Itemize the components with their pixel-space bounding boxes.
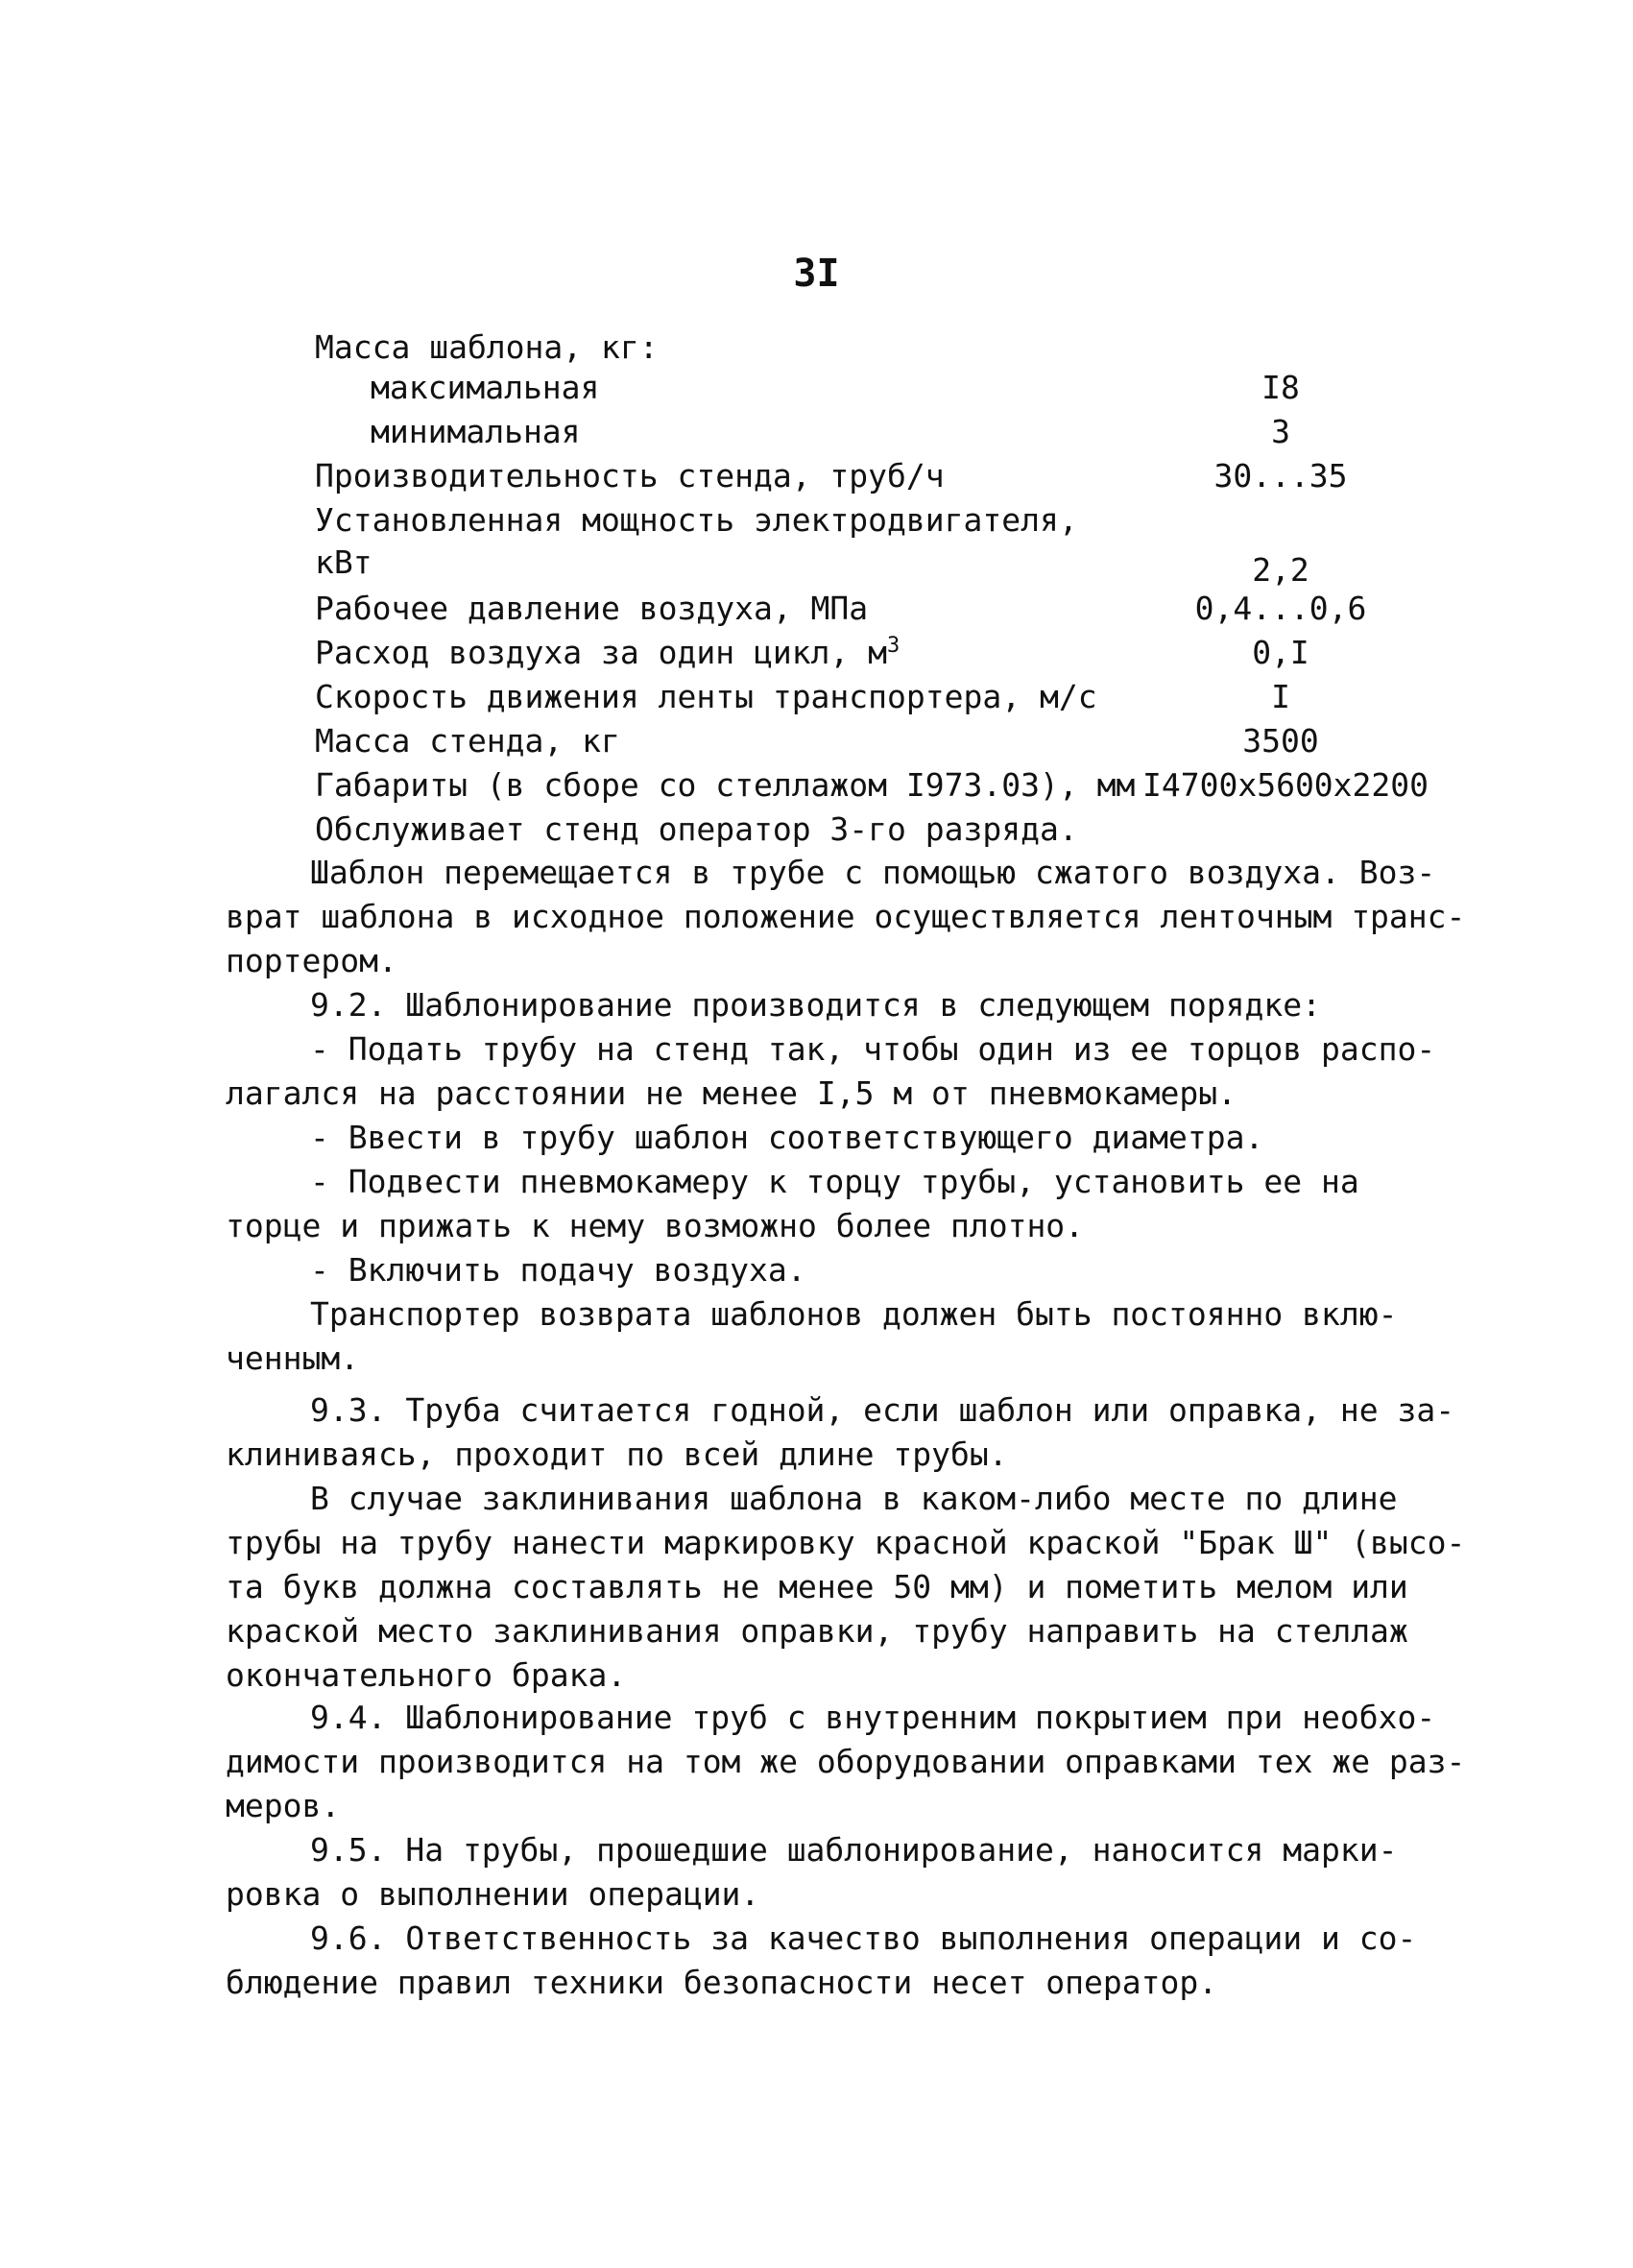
spec-value: 2,2 — [1252, 551, 1309, 589]
paragraph-9-4 — [226, 1696, 1466, 1828]
text-line: лагался на расстоянии не менее I,5 м от пневмокамеры. — [226, 1074, 1237, 1112]
spec-label: максимальная — [371, 369, 600, 406]
paragraph-step-1 — [226, 1027, 1436, 1116]
spec-label: Установленная мощность электродвигателя, — [315, 501, 1078, 539]
text-line: Транспортер возврата шаблонов должен быть постоянно вклю- — [310, 1295, 1398, 1333]
paragraph-step-4 — [226, 1248, 1416, 1292]
spec-value: I — [1271, 678, 1290, 715]
spec-value: 30...35 — [1213, 457, 1348, 495]
text-line: 9.5. На трубы, прошедшие шаблонирование, наносится марки- — [310, 1831, 1398, 1869]
spec-value: 3 — [1271, 413, 1290, 450]
paragraph-step-2 — [226, 1116, 1416, 1160]
spec-label — [315, 634, 900, 672]
text-line: 9.4. Шаблонирование труб с внутренним покрытием при необхо- — [310, 1699, 1436, 1736]
air-label-text: Расход воздуха за один цикл, м — [315, 634, 888, 671]
text-line: В случае заклинивания шаблона в каком-либо месте по длине — [310, 1480, 1398, 1517]
text-line: портером. — [226, 942, 397, 979]
paragraph-jamming — [226, 1477, 1466, 1698]
spec-value: 0,4...0,6 — [1194, 590, 1367, 627]
text-line: клиниваясь, проходит по всей длине трубы. — [226, 1436, 1008, 1473]
text-line: Шаблон перемещается в трубе с помощью сжатого воздуха. Воз- — [310, 854, 1436, 891]
spec-label: кВт — [315, 543, 372, 581]
paragraph-9-3 — [226, 1388, 1455, 1477]
text-line: 9.6. Ответственность за качество выполнения операции и со- — [310, 1919, 1417, 1957]
paragraph-step-3 — [226, 1160, 1416, 1248]
spec-label: Масса стенда, кг — [315, 722, 620, 760]
text-line: меров. — [226, 1787, 341, 1824]
text-line: трубы на трубу нанести маркировку красной краской "Брак Ш" (высо- — [226, 1524, 1466, 1561]
text-line: блюдение правил техники безопасности несет оператор. — [226, 1964, 1218, 2001]
text-line: врат шаблона в исходное положение осуществляется ленточным транс- — [226, 898, 1466, 935]
text-line: димости производится на том же оборудовании оправками тех же раз- — [226, 1743, 1466, 1780]
spec-label: Скорость движения ленты транспортера, м/с — [315, 678, 1097, 715]
spec-label: Рабочее давление воздуха, МПа — [315, 590, 869, 627]
spec-value: 3500 — [1242, 722, 1319, 760]
paragraph-9-2 — [226, 983, 1416, 1027]
spec-label: Обслуживает стенд оператор 3-го разряда. — [315, 810, 1078, 848]
paragraph-conveyor — [226, 1292, 1416, 1381]
spec-label: Производительность стенда, труб/ч — [315, 457, 945, 495]
text-line: - Подать трубу на стенд так, чтобы один из ее торцов распо- — [310, 1030, 1436, 1068]
text-line: - Ввести в трубу шаблон соответствующего диаметра. — [310, 1119, 1264, 1156]
spec-row-power — [0, 501, 1633, 588]
text-line: ровка о выполнении операции. — [226, 1875, 760, 1913]
text-line: 9.3. Труба считается годной, если шаблон или оправка, не за- — [310, 1391, 1455, 1429]
text-line: - Включить подачу воздуха. — [310, 1251, 806, 1289]
text-line: ченным. — [226, 1339, 360, 1377]
spec-value: I4700x5600x2200 — [1142, 766, 1429, 804]
text-line: 9.2. Шаблонирование производится в следующем порядке: — [310, 986, 1321, 1024]
page-number: 3I — [793, 252, 840, 296]
text-line: - Подвести пневмокамеру к торцу трубы, установить ее на — [310, 1163, 1359, 1200]
spec-label: минимальная — [371, 413, 581, 450]
paragraph-9-5 — [226, 1828, 1416, 1917]
air-unit-superscript: 3 — [887, 634, 901, 658]
text-line: та букв должна составлять не менее 50 мм) и пометить мелом или — [226, 1568, 1408, 1605]
spec-value: I8 — [1261, 369, 1300, 406]
spec-value: 0,I — [1252, 634, 1309, 671]
spec-label: Масса шаблона, кг: — [315, 328, 659, 366]
spec-label: Габариты (в сборе со стеллажом I973.03), мм — [315, 766, 1136, 804]
text-line: краской место заклинивания оправки, трубу направить на стеллаж — [226, 1612, 1408, 1650]
text-line: торце и прижать к нему возможно более плотно. — [226, 1207, 1085, 1244]
paragraph-template-movement — [226, 851, 1466, 983]
text-line: окончательного брака. — [226, 1656, 627, 1694]
paragraph-9-6 — [226, 1917, 1416, 2005]
